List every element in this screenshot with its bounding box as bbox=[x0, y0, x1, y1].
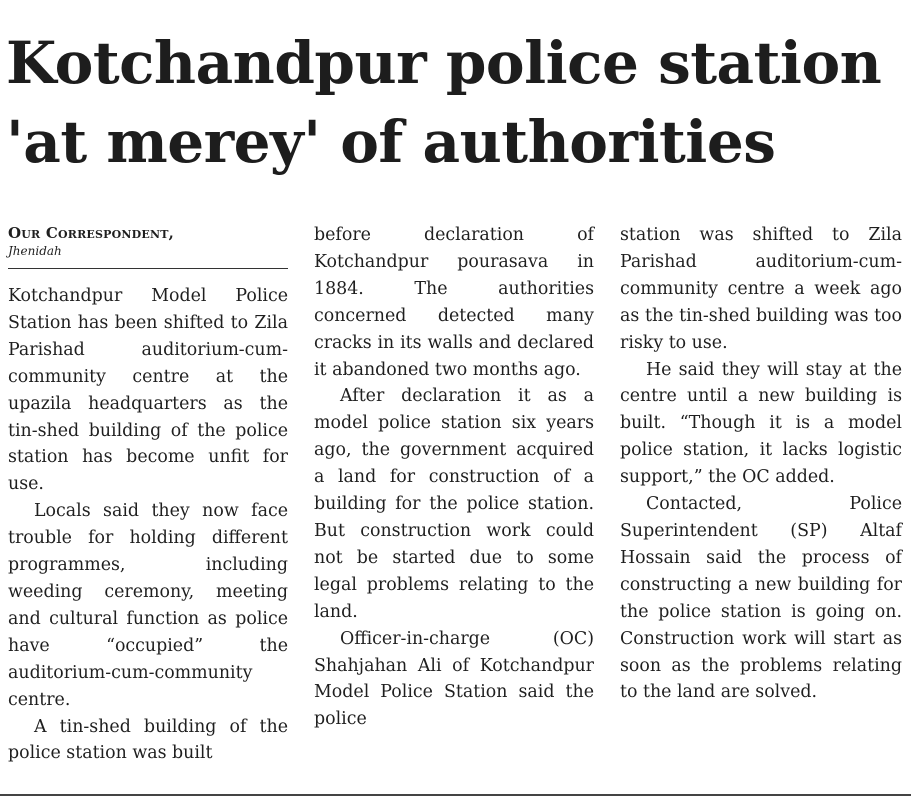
paragraph: Contacted, Police Superintendent (SP) Altaf Hossain said the process of constructing a new building for the police station is going on. Construction work will start as soon as the problems relating to the land are solved. bbox=[620, 494, 902, 703]
paragraph: A tin-shed building of the police station was built bbox=[8, 716, 288, 764]
bottom-divider bbox=[0, 794, 911, 796]
byline-divider bbox=[8, 268, 288, 269]
headline-line-1: Kotchandpur police station bbox=[6, 29, 882, 97]
column-3 bbox=[620, 222, 902, 706]
byline-author: Our Correspondent, bbox=[8, 224, 175, 242]
paragraph: before declaration of Kotchandpur pourasava in 1884. The authorities concerned detected many cracks in its walls and declared it abandoned two months ago. bbox=[314, 225, 594, 380]
paragraph: station was shifted to Zila Parishad auditorium-cum-community centre a week ago as the tin-shed building was too risky to use. bbox=[620, 225, 902, 353]
column-1 bbox=[8, 222, 288, 767]
paragraph: Locals said they now face trouble for holding different programmes, including weeding ceremony, meeting and cultural function as police have “occupied” the auditorium-cum-community centre. bbox=[8, 501, 288, 710]
column-2 bbox=[314, 222, 594, 733]
headline-line-2: 'at merey' of authorities bbox=[6, 108, 776, 176]
paragraph: After declaration it as a model police station six years ago, the government acquired a land for construction of a building for the police station. But construction work could not be started due to some legal problems relating to the land. bbox=[314, 386, 594, 622]
paragraph: He said they will stay at the centre until a new building is built. “Though it is a model police station, it lacks logistic support,” the OC added. bbox=[620, 359, 902, 488]
paragraph: Kotchandpur Model Police Station has been shifted to Zila Parishad auditorium-cum-community centre at the upazila headquarters as the tin-shed building of the police station has become unfit for use. bbox=[8, 286, 288, 495]
paragraph: Officer-in-charge (OC) Shahjahan Ali of Kotchandpur Model Police Station said the police bbox=[314, 628, 594, 730]
headline bbox=[6, 24, 906, 182]
byline-place: Jhenidah bbox=[8, 244, 62, 258]
